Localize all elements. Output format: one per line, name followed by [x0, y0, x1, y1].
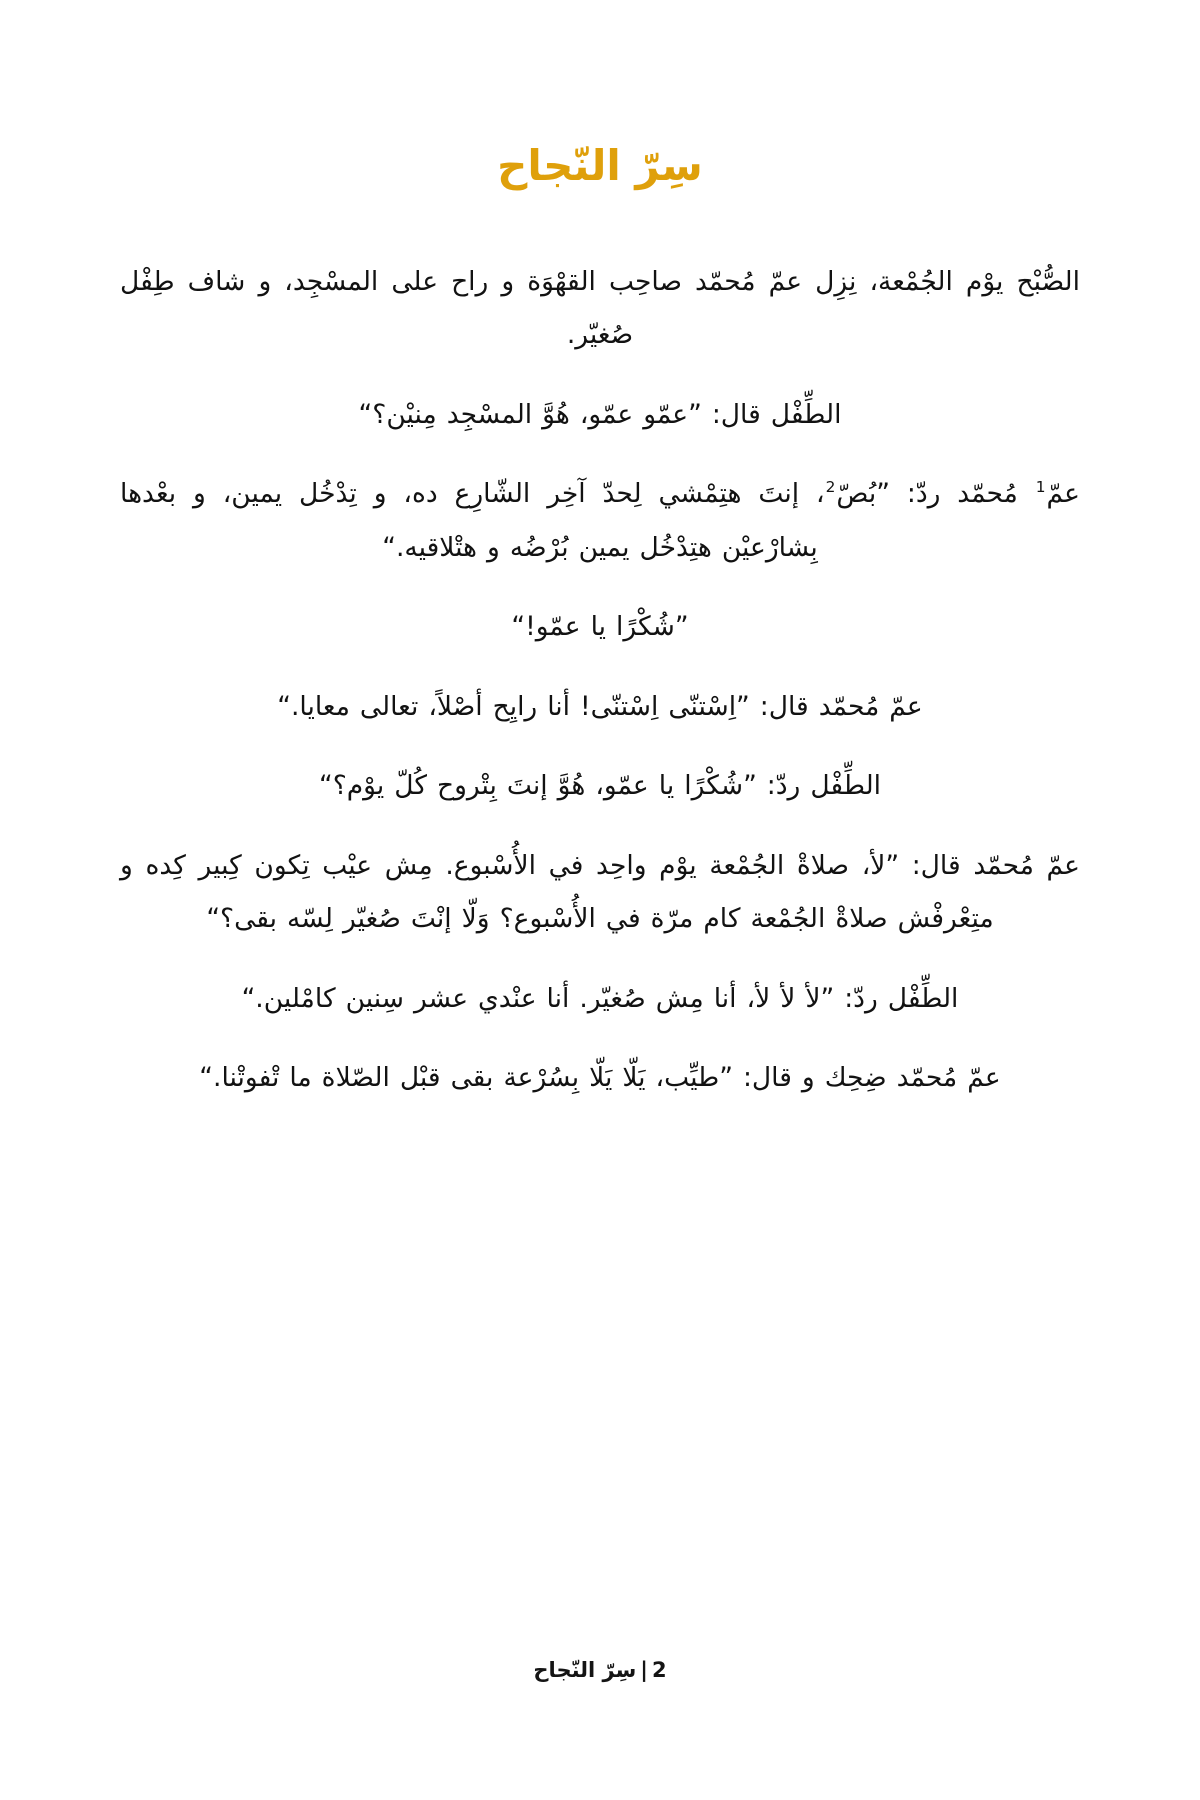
- footnote-marker-1[interactable]: 1: [1035, 478, 1046, 497]
- paragraph-5: عم محمد قال: ”استنى استنى! أنا رايح أصلا، تعالى معايا.“: [277, 690, 923, 722]
- footer-separator: |: [640, 1658, 648, 1682]
- paragraph-8: الطفل رد: ”لأ لأ لأ، أنا مش صغير. أنا عندي عشر سنين كاملين.“: [241, 982, 959, 1014]
- page-content: [120, 140, 1080, 1680]
- footnote-marker-2[interactable]: 2: [825, 478, 836, 497]
- paragraph-3: [120, 467, 1080, 574]
- paragraph-6: الطفل رد: ”شكرا يا عمو، هو إنت بتروح كل يوم؟“: [318, 770, 882, 802]
- paragraph-1: الصبح يوم الجمعة، نزل عم محمد صاحب القهوة و راح على المسجد، و شاف طفل صغير.: [120, 265, 1080, 351]
- paragraph-2: الطفل قال: ”عمو عمو، هو المسجد منين؟“: [358, 398, 842, 430]
- page-footer: [0, 1658, 1200, 1682]
- page-title: سر النجاح: [497, 141, 703, 190]
- paragraph-9: عم محمد ضحك و قال: ”طيب، يلا يلا بسرعة بقى قبل الصلاة ما تفوتنا.“: [199, 1062, 1001, 1094]
- footer-page-number: 2: [651, 1658, 667, 1682]
- paragraph-3-text: عم$^1$ محمد رد: ”بص$^2$، إنت هتمشي لحد آخر الشارع ده، و تدخل يمين، و بعدها بشارعين هتدخل يمين برضه و هتلاقيه.“: [120, 478, 1080, 563]
- footer-title: سر النجاح: [533, 1658, 637, 1682]
- paragraph-4: ”شكرا يا عمو!“: [511, 611, 689, 643]
- paragraph-7: عم محمد قال: ”لأ، صلاة الجمعة يوم واحد في الأسبوع. مش عيب تكون كبير كده و متعرفش صلاة الجمعة كام مرة في الأسبوع؟ ولا إنت صغير لسه بقى؟“: [120, 849, 1080, 935]
